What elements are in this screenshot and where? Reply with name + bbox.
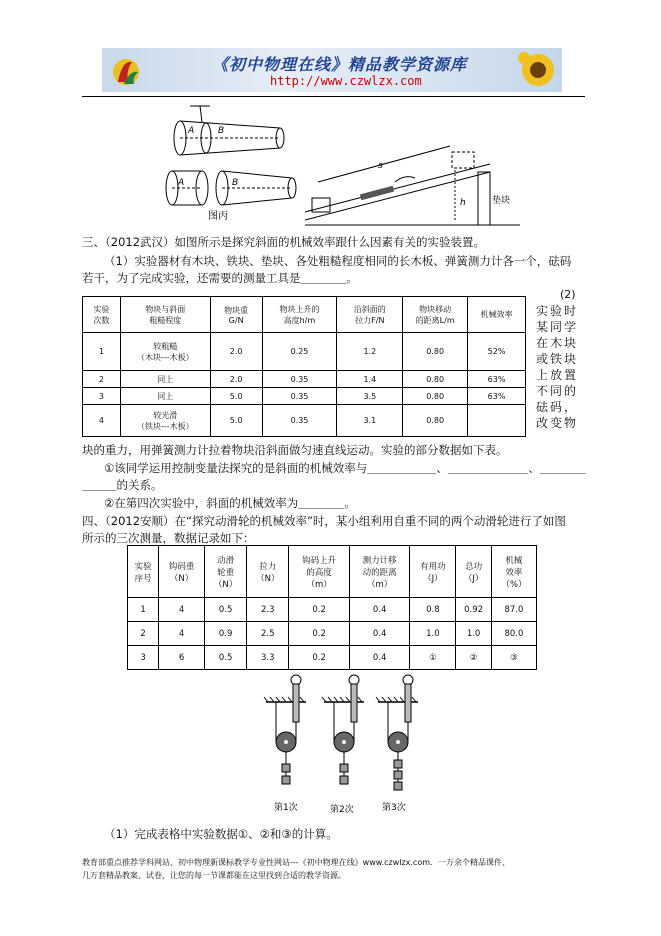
table-row [128,646,537,670]
table-cell: 0.2 [289,622,350,646]
q3-side-num: (2) [560,288,576,301]
cell-text-line: 机械 [505,555,523,566]
table1-h-5 [403,297,468,333]
cell-text-line: 钩码上升 [302,555,337,566]
table-cell: ② [456,646,491,670]
table2 [127,545,537,670]
footer-line1: 教育部重点推荐学科网站、初中物理新课标教学专业性网站---《初中物理在线》www.czwlzx.com．一万余个精品课件、 [82,858,511,867]
table-cell [120,333,210,371]
cell-text-line: 的距离L/m [415,315,455,325]
label-b-top: B [218,126,225,136]
table2-h-3 [247,546,289,598]
table1 [82,296,526,437]
table-cell: 0.92 [456,598,491,622]
cell-text-line: （N） [256,573,280,584]
table1-h-4 [337,297,403,333]
label-a-top: A [188,126,195,136]
cell-text-line: 粗糙程度 [149,315,182,325]
cell-text-line: 物块移动 [419,304,452,314]
table-row [83,388,526,405]
table-cell: 6 [159,646,205,670]
label-b-bottom: B [232,178,239,188]
figure-caption: 图丙 [208,211,228,220]
label-a-bottom: A [178,178,185,188]
cell-text-line: （N） [169,573,194,584]
table-cell: 0.35 [262,388,337,405]
cell-text-line: 动滑 [217,555,235,566]
table-cell: 4 [83,405,121,437]
table-cell: 0.8 [410,598,456,622]
table2-h-5 [349,546,410,598]
table-cell: 1.4 [337,371,403,388]
table-cell: 同上 [120,371,210,388]
table2-h-0 [128,546,159,598]
q3-side-text: 实验时 某同学 在木块 或铁块 上放置 不同的 砝码， 改变物 [536,304,579,430]
pulley-caption-2: 第2次 [330,805,354,815]
q4-line2: 所示的三次测量，数据记录如下： [82,531,255,545]
table-cell: 1.0 [456,622,491,646]
table-cell [468,405,526,437]
cell-text-line: （m） [306,579,332,590]
table1-h-6 [468,297,526,333]
table-cell: 5.0 [210,388,262,405]
sun-logo-icon [108,52,144,88]
table-cell: 3.5 [337,388,403,405]
label-block: 垫块 [492,196,511,206]
cell-text-line: 沿斜面的 [353,304,386,314]
table-cell: 3 [128,646,159,670]
table2-header [128,546,537,598]
table-cell [120,405,210,437]
pulley-setup-3 [376,675,418,790]
table-cell: 2.0 [210,371,262,388]
table-cell: 0.4 [349,646,410,670]
cell-text-line: 总功 [465,561,483,572]
cone-figure [160,100,310,220]
table1-h-3 [262,297,337,333]
table-cell: 80.0 [491,622,536,646]
sunflower-icon [518,50,558,90]
cell-text-line: 实验 [134,561,152,572]
cell-text-line: 效率 [505,567,523,578]
table-row [128,622,537,646]
table-cell: 1 [83,333,121,371]
table-cell: 同上 [120,388,210,405]
table-cell: 87.0 [491,598,536,622]
label-s: s [378,161,383,171]
pulley-caption-3: 第3次 [382,803,406,813]
header-rule [82,96,585,97]
table-row [83,371,526,388]
cell-text-line: 较粗糙 [153,341,178,351]
table-cell: 0.4 [349,598,410,622]
pulley-setup-2 [322,675,364,784]
table-cell: 0.25 [262,333,337,371]
table2-h-8 [491,546,536,598]
table-cell: 2.0 [210,333,262,371]
cell-text-line: 拉力F/N [355,315,385,325]
table-cell: 0.80 [403,371,468,388]
table2-h-6 [410,546,456,598]
table-cell: 0.5 [205,646,247,670]
cell-text-line: 有用功 [420,561,446,572]
table2-h-2 [205,546,247,598]
cell-text-line: 物块上升的 [279,304,320,314]
cell-text-line: 机械效率 [480,310,513,319]
cell-text-line: （J） [463,573,484,584]
incline-figure [300,130,525,230]
table1-h-2 [210,297,262,333]
table2-h-7 [456,546,491,598]
table-cell: 0.2 [289,646,350,670]
cell-text-line: 的高度 [306,567,332,578]
table-cell: 5.0 [210,405,262,437]
header-url[interactable]: http://www.czwlzx.com [270,74,422,88]
table-cell: ① [410,646,456,670]
q3-sub1a: ①该同学运用控制变量法探究的是斜面的机械效率与＿＿＿＿＿＿、＿＿＿＿＿＿＿、＿＿＿＿ [104,461,586,475]
table2-h-4 [289,546,350,598]
table-cell: 2 [128,622,159,646]
cell-text-line: （%） [501,579,527,590]
cell-text-line: 物块与斜面 [145,304,186,314]
table-row [83,405,526,437]
table-cell: 0.4 [349,622,410,646]
table-cell: 0.80 [403,405,468,437]
q3-sub1b: ＿＿＿的关系。 [82,478,163,492]
table-cell: 0.9 [205,622,247,646]
table1-h-0 [83,297,121,333]
cell-text-line: 物块重 [224,305,249,315]
table-cell: 1.0 [410,622,456,646]
table-cell: 0.35 [262,405,337,437]
q4-sub1: （1）完成表格中实验数据①、②和③的计算。 [104,827,338,841]
pulley-setup-1 [264,675,306,784]
cell-text-line: （铁块---木板） [136,421,194,431]
cell-text-line: （J） [423,573,443,584]
cell-text-line: 次数 [93,315,110,325]
table-cell: 52% [468,333,526,371]
q4-line1: 四、（2012安顺）在“探究动滑轮的机械效率”时，某小组利用自重不同的两个动滑轮进行了如图 [82,514,566,528]
header-banner [102,48,562,92]
cell-text-line: G/N [228,315,244,325]
table-cell: 2 [83,371,121,388]
table-cell: 1.2 [337,333,403,371]
q3-line2: （1）实验器材有木块、铁块、垫块、各处粗糙程度相同的长木板、弹簧测力计各一个，砝码 [104,254,572,268]
table-cell: 63% [468,371,526,388]
table-cell: 0.35 [262,371,337,388]
cell-text-line: （木块---木板） [136,352,194,362]
table-cell: 3 [83,388,121,405]
cell-text-line: 序号 [134,573,152,584]
table1-h-1 [120,297,210,333]
q3-line3: 若干，为了完成实验，还需要的测量工具是＿＿＿＿。 [82,271,358,285]
table-cell: 2.3 [247,598,289,622]
cell-text-line: （m） [367,579,393,590]
pulley-figure [260,672,430,822]
q3-line4: 块的重力，用弹簧测力计拉着物块沿斜面做匀速直线运动。实验的部分数据如下表。 [82,443,508,457]
cell-text-line: 拉力 [259,561,277,572]
table-cell: 63% [468,388,526,405]
table-row [128,598,537,622]
table-cell: 0.2 [289,598,350,622]
table-cell: 3.3 [247,646,289,670]
cell-text-line: 较光滑 [153,410,178,420]
q3-line1: 三、（2012武汉）如图所示是探究斜面的机械效率跟什么因素有关的实验装置。 [82,235,486,249]
table-cell: 2.5 [247,622,289,646]
label-h: h [460,198,466,208]
pulley-caption-1: 第1次 [274,803,298,813]
table-cell: 1 [128,598,159,622]
cell-text-line: 动的距离 [362,567,397,578]
cell-text-line: 钩码重 [168,561,195,572]
table-cell: 0.5 [205,598,247,622]
table-row [83,333,526,371]
table2-h-1 [159,546,205,598]
cell-text-line: 高度h/m [283,315,316,325]
cell-text-line: 测力计移 [362,555,397,566]
table1-header [83,297,526,333]
header-title: 《初中物理在线》精品教学资源库 [212,55,468,74]
table-cell: 0.80 [403,388,468,405]
table-cell: ③ [491,646,536,670]
table-cell: 4 [159,598,205,622]
cell-text-line: 实验 [93,304,110,314]
table-cell: 4 [159,622,205,646]
table-cell: 0.80 [403,333,468,371]
cell-text-line: 轮重 [217,567,235,578]
table-cell: 3.1 [337,405,403,437]
cell-text-line: （N） [213,579,238,590]
q3-sub2: ②在第四次实验中，斜面的机械效率为＿＿＿＿。 [104,496,356,510]
footer-line2: 几万套精品教案、试卷，让您的每一节课都能在这里找到合适的教学资源。 [82,871,346,880]
